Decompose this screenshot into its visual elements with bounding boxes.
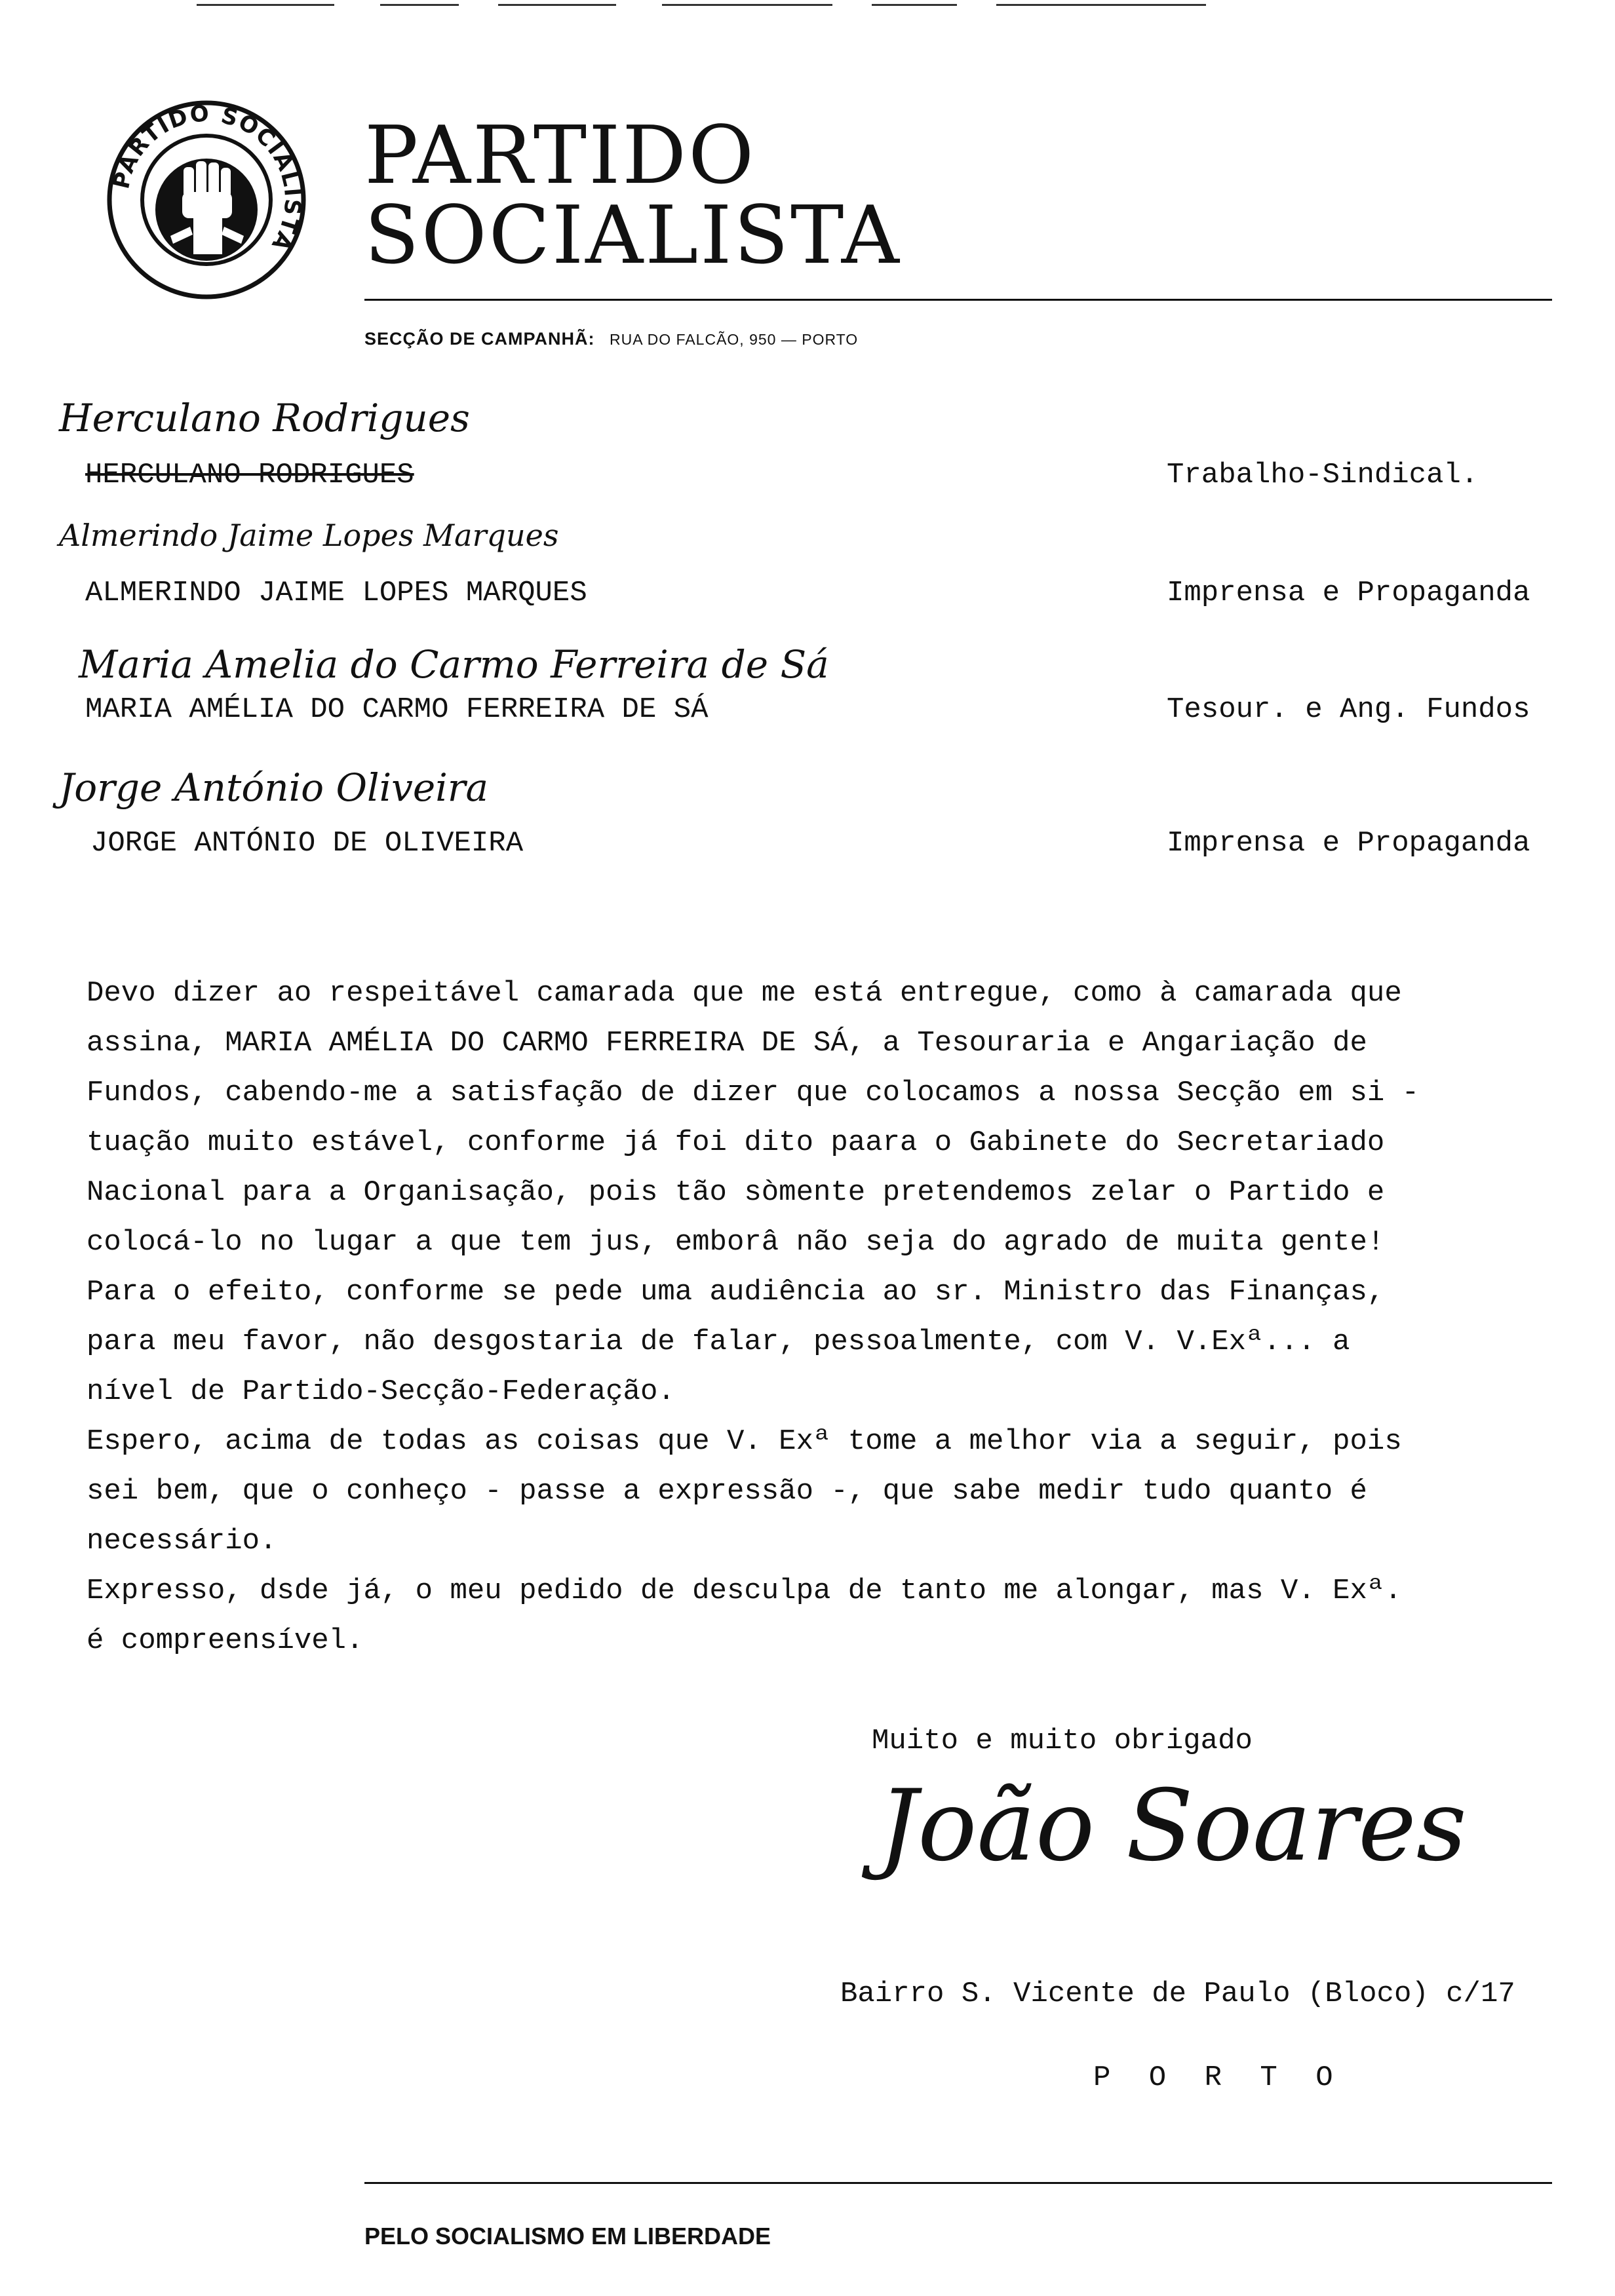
scan-mark [380, 4, 459, 6]
section-label: SECÇÃO DE CAMPANHÃ: [364, 329, 595, 349]
party-name-line2: SOCIALISTA [364, 189, 901, 282]
body-line: tuação muito estável, conforme já foi dito paara o Gabinete do Secretariado [87, 1126, 1385, 1159]
body-line: sei bem, que o conheço - passe a expressão -, que sabe medir tudo quanto é [87, 1475, 1367, 1508]
svg-text:PARTIDO SOCIALISTA: PARTIDO SOCIALISTA [108, 100, 306, 256]
scan-mark [872, 4, 957, 6]
body-line: nível de Partido-Secção-Federação. [87, 1375, 675, 1408]
body-line: é compreensível. [87, 1624, 364, 1657]
handwritten-signature: Jorge António Oliveira [59, 765, 489, 810]
closing-signature: João Soares [878, 1769, 1467, 1883]
body-line: necessário. [87, 1525, 277, 1558]
header-rule [364, 299, 1552, 301]
scan-mark [996, 4, 1206, 6]
scan-mark [498, 4, 616, 6]
signatory-role: Tesour. e Ang. Fundos [1167, 693, 1530, 726]
body-line: Para o efeito, conforme se pede uma audiência ao sr. Ministro das Finanças, [87, 1276, 1385, 1309]
body-line: Espero, acima de todas as coisas que V. Exª tome a melhor via a seguir, pois [87, 1425, 1402, 1458]
party-name-line1: PARTIDO [364, 109, 756, 202]
body-line: para meu favor, não desgostaria de falar, pessoalmente, com V. V.Exª... a [87, 1326, 1350, 1358]
scan-mark [197, 4, 334, 6]
signatory-name: HERCULANO RODRIGUES [85, 459, 414, 491]
signatory-name: MARIA AMÉLIA DO CARMO FERREIRA DE SÁ [85, 693, 709, 726]
party-logo [105, 98, 308, 301]
handwritten-signature: Almerindo Jaime Lopes Marques [59, 518, 559, 553]
closing-text: Muito e muito obrigado [872, 1725, 1253, 1757]
footer-motto: PELO SOCIALISMO EM LIBERDADE [364, 2223, 771, 2249]
section-address: RUA DO FALCÃO, 950 — PORTO [609, 331, 859, 348]
body-line: Devo dizer ao respeitável camarada que me está entregue, como à camarada que [87, 977, 1402, 1010]
scan-mark [662, 4, 832, 6]
signatory-name: ALMERINDO JAIME LOPES MARQUES [85, 577, 587, 609]
handwritten-signature: Herculano Rodrigues [59, 396, 470, 440]
signatory-role: Imprensa e Propaganda [1167, 577, 1530, 609]
body-line: assina, MARIA AMÉLIA DO CARMO FERREIRA DE SÁ, a Tesouraria e Angariação de [87, 1027, 1367, 1060]
body-line: Nacional para a Organisação, pois tão sòmente pretendemos zelar o Partido e [87, 1176, 1385, 1209]
body-line: Fundos, cabendo-me a satisfação de dizer que colocamos a nossa Secção em si - [87, 1077, 1420, 1109]
sender-city: P O R T O [1093, 2061, 1344, 2094]
footer-rule [364, 2182, 1552, 2184]
signatory-role: Imprensa e Propaganda [1167, 827, 1530, 860]
section-line [364, 329, 858, 349]
handwritten-signature: Maria Amelia do Carmo Ferreira de Sá [79, 642, 829, 687]
signatory-role: Trabalho-Sindical. [1167, 459, 1479, 491]
signatory-name: JORGE ANTÓNIO DE OLIVEIRA [90, 827, 524, 860]
sender-address: Bairro S. Vicente de Paulo (Bloco) c/17 [840, 1978, 1515, 2010]
body-line: Expresso, dsde já, o meu pedido de desculpa de tanto me alongar, mas V. Exª. [87, 1575, 1402, 1607]
body-line: colocá-lo no lugar a que tem jus, emborâ não seja do agrado de muita gente! [87, 1226, 1385, 1259]
letter-body [87, 968, 1587, 1666]
